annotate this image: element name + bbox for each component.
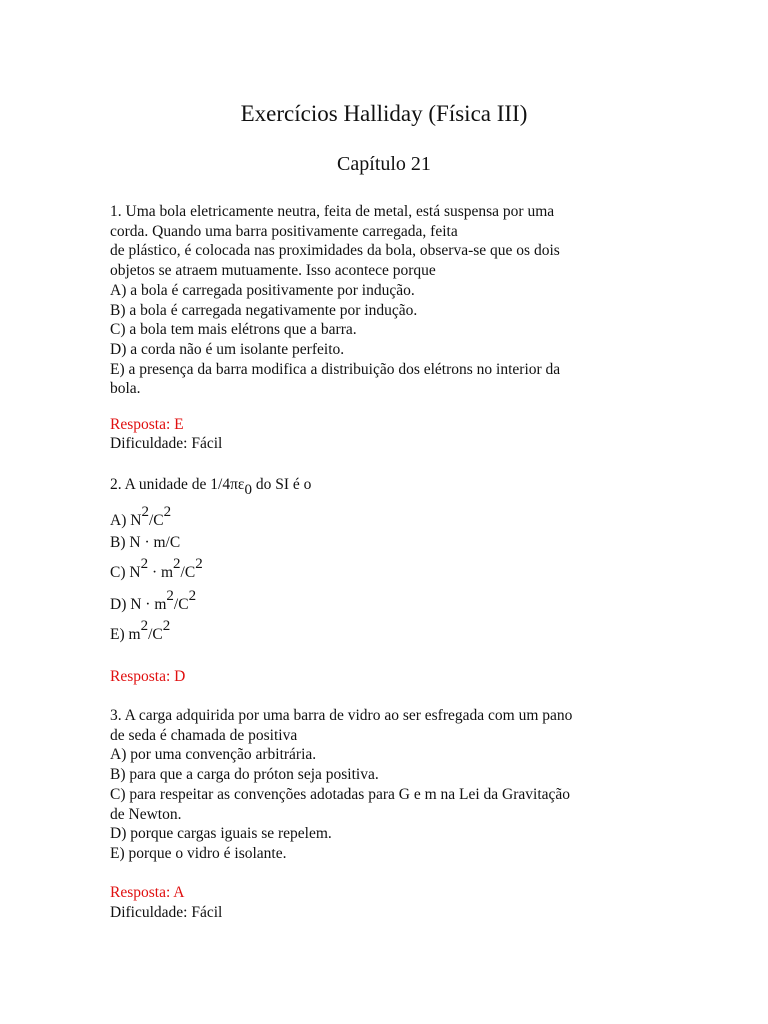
option-d: D) a corda não é um isolante perfeito. — [110, 340, 345, 358]
answer-3: Resposta: A — [110, 884, 185, 901]
question-1-line: objetos se atraem mutuamente. Isso acontece porque — [110, 262, 436, 280]
question-2-option-d — [110, 590, 650, 620]
question-2-option-e — [110, 620, 650, 650]
difficulty-3: Dificuldade: Fácil — [110, 904, 223, 921]
option-a: A) a bola é carregada positivamente por indução. — [110, 281, 415, 299]
answer-2: Resposta: D — [110, 668, 186, 685]
question-3 — [110, 706, 650, 864]
question-3-line: de seda é chamada de positiva — [110, 726, 298, 744]
question-1-line: corda. Quando uma barra positivamente carregada, feita — [110, 222, 458, 240]
question-2-options — [110, 506, 650, 536]
option-e: E) $m^2/C^2$ — [110, 618, 171, 643]
question-1-line: 1. Uma bola eletricamente neutra, feita de metal, está suspensa por uma — [110, 203, 555, 220]
question-2-stem-start: 2. A unidade de 1/4πε — [110, 476, 245, 493]
question-2-option-c — [110, 558, 650, 588]
question-3-line: 3. A carga adquirida por uma barra de vidro ao ser esfregada com um pano — [110, 707, 573, 724]
option-c: C) para respeitar as convenções adotadas para G e m na Lei da Gravitação — [110, 785, 571, 803]
option-c: C) a bola tem mais elétrons que a barra. — [110, 321, 357, 339]
question-2-option-b — [110, 533, 650, 553]
chapter-heading: Capítulo 21 — [337, 153, 431, 175]
option-b: B) N · m/C — [110, 534, 181, 551]
option-d: D) porque cargas iguais se repelem. — [110, 825, 332, 843]
option-a: A) por uma convenção arbitrária. — [110, 746, 317, 764]
document-title: Exercícios Halliday (Física III) — [240, 101, 528, 126]
option-c-continued: de Newton. — [110, 805, 182, 823]
option-c: C) $N^2 \cdot m^2/C^2$ — [110, 556, 203, 581]
option-d: D) $N \cdot m^2/C^2$ — [110, 588, 197, 613]
option-e-continued: bola. — [110, 380, 141, 398]
question-1 — [110, 202, 650, 399]
subscript: 0 — [244, 482, 252, 498]
difficulty-1: Dificuldade: Fácil — [110, 435, 223, 452]
option-a: A) $N^2/C^2$ — [110, 504, 172, 529]
question-1-line: de plástico, é colocada nas proximidades da bola, observa-se que os dois — [110, 242, 560, 260]
question-2-stem — [110, 475, 650, 498]
option-b: B) para que a carga do próton seja positiva. — [110, 766, 379, 784]
question-2-stem-end: do SI é o — [251, 476, 312, 493]
option-e: E) a presença da barra modifica a distribuição dos elétrons no interior da — [110, 360, 561, 378]
option-b: B) a bola é carregada negativamente por indução. — [110, 301, 418, 319]
option-e: E) porque o vidro é isolante. — [110, 844, 287, 862]
answer-1: Resposta: E — [110, 416, 184, 433]
